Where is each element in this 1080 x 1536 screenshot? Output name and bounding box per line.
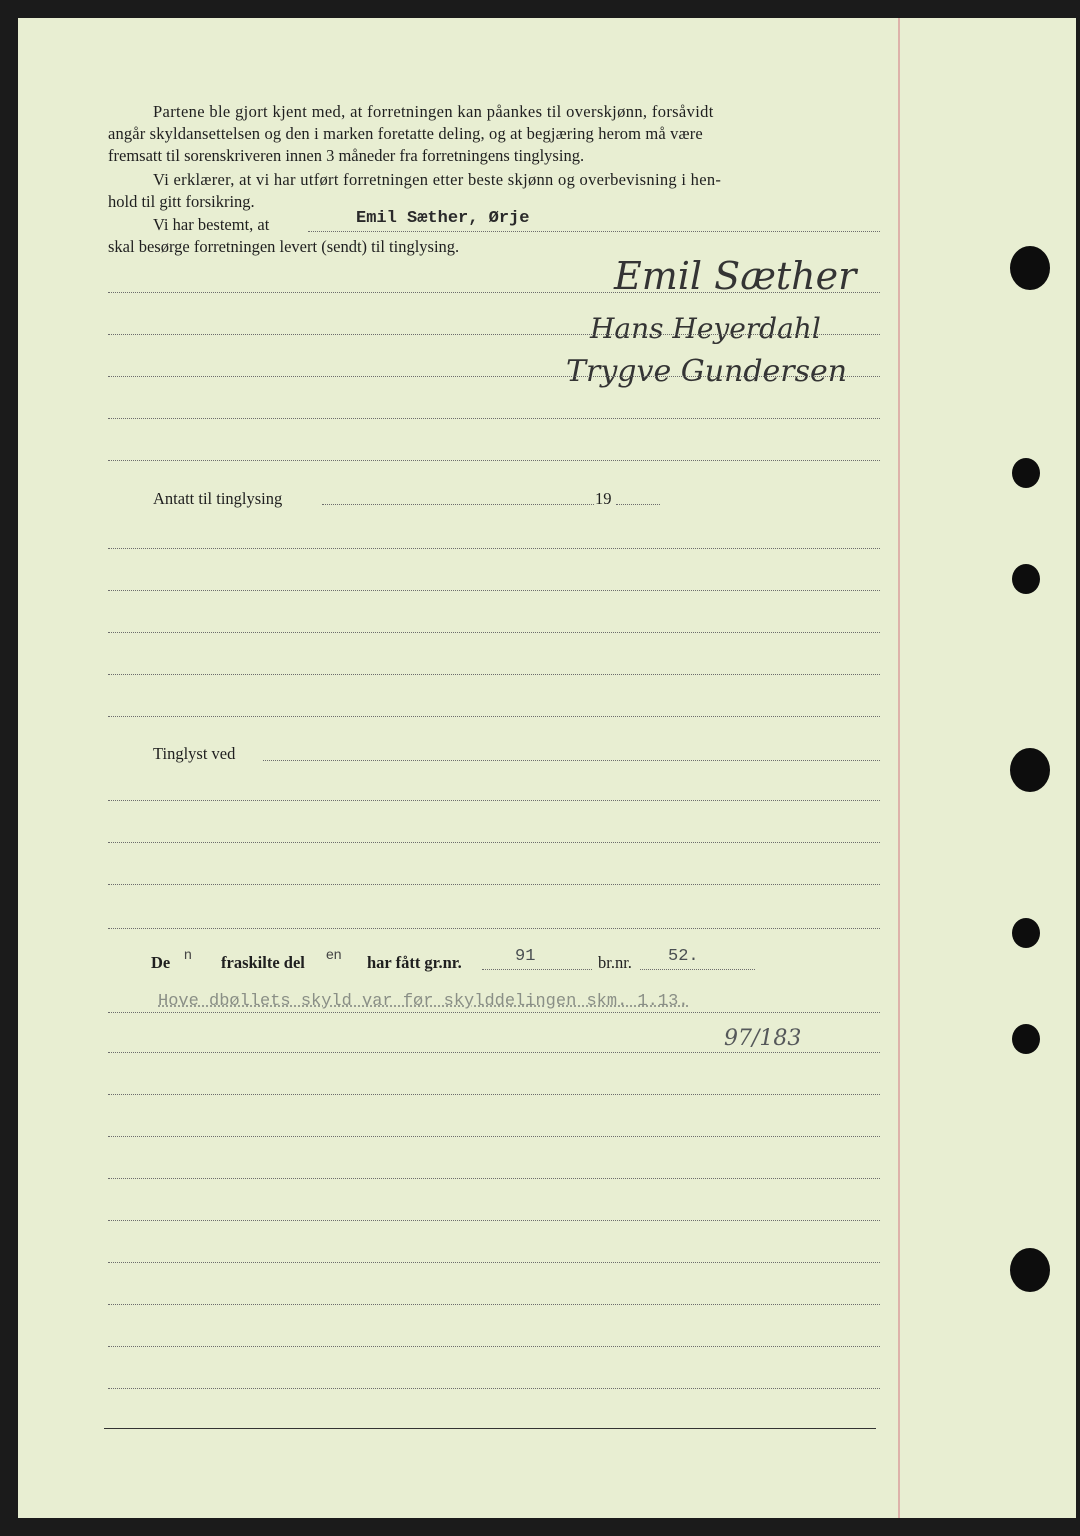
declaration-line-1: Vi erklærer, at vi har utført forretningen etter beste skjønn og overbevisning i hen- bbox=[153, 170, 722, 189]
signature-rule-3 bbox=[108, 376, 880, 377]
brnr-label: br.nr. bbox=[598, 953, 632, 972]
blank-rule-4 bbox=[108, 1178, 880, 1179]
punch-hole-6 bbox=[1012, 1024, 1040, 1054]
levert-line: skal besørge forretningen levert (sendt) til tinglysing. bbox=[108, 237, 460, 256]
antatt-year-rule bbox=[616, 504, 660, 505]
antatt-rule-2 bbox=[108, 590, 880, 591]
antatt-year: 19 bbox=[595, 489, 612, 508]
blank-rule-6 bbox=[108, 1262, 880, 1263]
skyld-rule bbox=[108, 1012, 880, 1013]
brnr-value: 52. bbox=[668, 947, 699, 966]
blank-rule-8 bbox=[108, 1346, 880, 1347]
punch-hole-1 bbox=[1010, 246, 1050, 290]
signature-rule-1 bbox=[108, 292, 880, 293]
signature-1: Emil Sæther bbox=[614, 254, 857, 298]
signature-2: Hans Heyerdahl bbox=[590, 312, 821, 345]
handwritten-reference: 97/183 bbox=[724, 1026, 802, 1051]
antatt-label: Antatt til tinglysing bbox=[153, 489, 283, 508]
closing-rule bbox=[104, 1428, 876, 1429]
bestemt-label: Vi har bestemt, at bbox=[153, 215, 270, 234]
signature-rule-2 bbox=[108, 334, 880, 335]
bestemt-value: Emil Sæther, Ørje bbox=[356, 209, 530, 228]
del-suffix: en bbox=[326, 946, 342, 962]
antatt-rule-5 bbox=[108, 716, 880, 717]
signature-rule-4 bbox=[108, 418, 880, 419]
har-fatt-label: har fått gr.nr. bbox=[367, 953, 462, 972]
tinglyst-rule-4 bbox=[108, 928, 880, 929]
document-page bbox=[18, 18, 1076, 1518]
punch-hole-7 bbox=[1010, 1248, 1050, 1292]
tinglyst-rule bbox=[263, 760, 880, 761]
tinglyst-rule-3 bbox=[108, 884, 880, 885]
tinglyst-rule-2 bbox=[108, 842, 880, 843]
de-suffix: n bbox=[184, 946, 192, 962]
antatt-rule-4 bbox=[108, 674, 880, 675]
punch-hole-4 bbox=[1010, 748, 1050, 792]
paragraph-line-1: Partene ble gjort kjent med, at forretningen kan påankes til overskjønn, forsåvidt bbox=[153, 102, 714, 121]
bestemt-rule bbox=[308, 231, 880, 232]
paragraph-line-3: fremsatt til sorenskriveren innen 3 måneder fra forretningens tinglysing. bbox=[108, 146, 585, 165]
punch-hole-3 bbox=[1012, 564, 1040, 594]
antatt-rule-1 bbox=[108, 548, 880, 549]
paragraph-line-2: angår skyldansettelsen og den i marken foretatte deling, og at begjæring herom må være bbox=[108, 124, 703, 143]
antatt-rule bbox=[322, 504, 594, 505]
brnr-rule bbox=[640, 969, 755, 970]
punch-hole-5 bbox=[1012, 918, 1040, 948]
grnr-value: 91 bbox=[515, 947, 536, 966]
fraskilte-del-label: fraskilte del bbox=[221, 953, 305, 972]
tinglyst-label: Tinglyst ved bbox=[153, 744, 236, 763]
de-label: De bbox=[151, 953, 171, 972]
blank-rule-5 bbox=[108, 1220, 880, 1221]
red-margin-line bbox=[898, 18, 900, 1518]
blank-rule-2 bbox=[108, 1094, 880, 1095]
blank-rule-7 bbox=[108, 1304, 880, 1305]
signature-rule-5 bbox=[108, 460, 880, 461]
blank-rule-9 bbox=[108, 1388, 880, 1389]
declaration-line-2: hold til gitt forsikring. bbox=[108, 192, 255, 211]
skyld-line: Hove dbøllets skyld var før skylddelingen skm. 1.13. bbox=[158, 992, 689, 1011]
antatt-rule-3 bbox=[108, 632, 880, 633]
grnr-rule bbox=[482, 969, 592, 970]
blank-rule-1 bbox=[108, 1052, 880, 1053]
punch-hole-2 bbox=[1012, 458, 1040, 488]
signature-3: Trygve Gundersen bbox=[566, 354, 848, 389]
blank-rule-3 bbox=[108, 1136, 880, 1137]
tinglyst-rule-1 bbox=[108, 800, 880, 801]
